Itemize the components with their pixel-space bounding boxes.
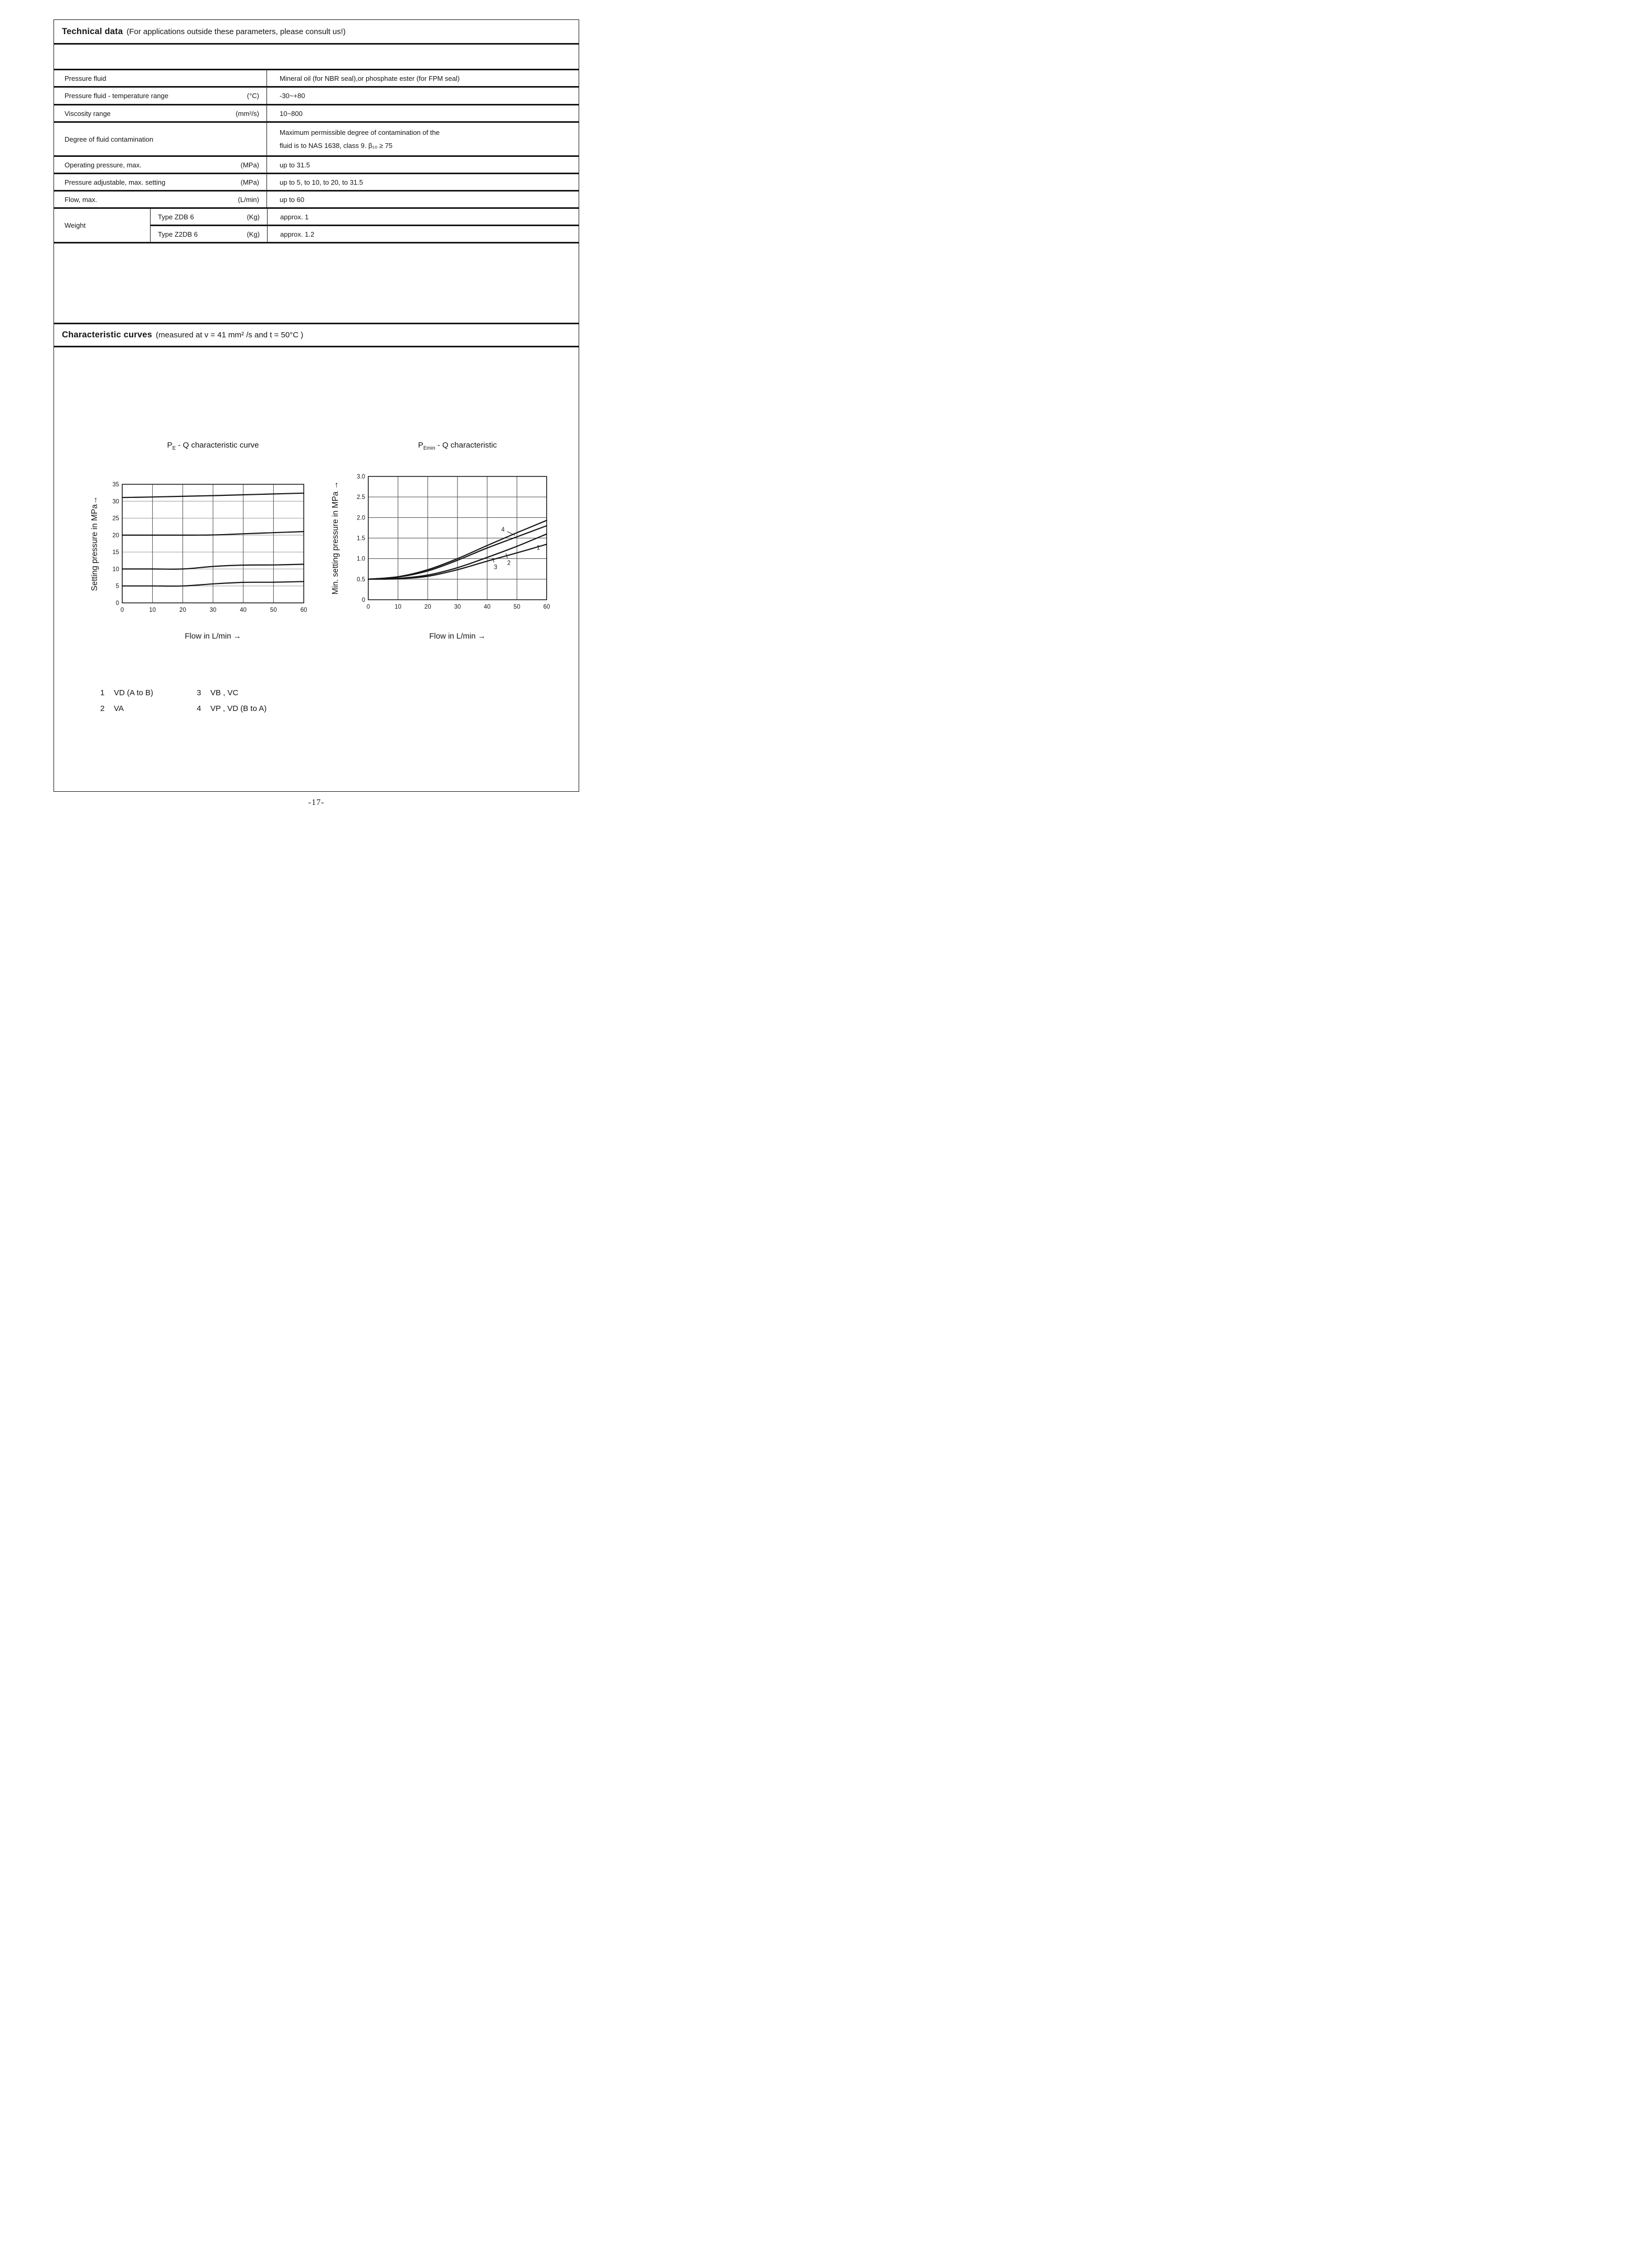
section-title: Technical data [62,26,123,36]
legend-text: VD (A to B) [114,688,154,697]
unit-label: (MPa) [240,178,259,186]
svg-text:50: 50 [513,604,520,610]
param-label: Pressure fluid - temperature range [65,92,168,100]
characteristic-curves-section [54,323,579,792]
unit-label: (L/min) [238,195,259,204]
svg-text:10: 10 [112,566,119,573]
svg-text:30: 30 [209,607,217,613]
svg-text:3: 3 [494,564,497,571]
legend-item [197,688,267,697]
value-text: up to 31.5 [280,161,310,169]
technical-data-header [54,20,579,45]
svg-text:20: 20 [179,607,186,613]
pe-q-y-axis-label: Setting pressure in MPa→ [90,496,99,591]
pemin-q-chart [348,471,552,614]
value-text: approx. 1.2 [280,230,315,238]
svg-text:2.5: 2.5 [357,494,365,501]
svg-text:25: 25 [112,515,119,522]
table-row [54,69,579,86]
type-label: Type ZDB 6 [158,213,194,221]
table-row-weight [54,207,579,242]
svg-text:0: 0 [366,604,370,610]
param-label: Weight [65,221,86,229]
svg-text:4: 4 [501,527,505,534]
svg-text:2: 2 [507,560,511,567]
datasheet-page [0,0,611,829]
value-text: 10~800 [280,109,303,118]
svg-text:60: 60 [543,604,550,610]
svg-text:3.0: 3.0 [357,474,365,480]
unit-label: (MPa) [240,161,259,169]
table-row [54,173,579,190]
svg-text:1: 1 [536,545,540,551]
svg-text:0: 0 [115,600,119,607]
pe-q-x-axis-label: Flow in L/min → [185,632,241,641]
param-label: Degree of fluid contamination [65,135,154,143]
svg-text:15: 15 [112,549,119,556]
legend-item [100,704,197,713]
unit-label: (Kg) [247,230,260,238]
pemin-q-chart-title: $P_{Emin}$ - Q characteristic [418,441,497,451]
svg-text:50: 50 [270,607,277,613]
weight-sub-row [151,225,579,242]
param-label: Pressure adjustable, max. setting [65,178,166,186]
pemin-q-y-axis-label: Min. setting pressure in MPa → [331,481,340,595]
legend-number: 2 [100,704,105,713]
svg-text:1.5: 1.5 [357,535,365,542]
characteristic-curves-header [54,324,579,347]
table-row [54,155,579,173]
pe-q-chart-title: $P_E$ - Q characteristic curve [167,441,259,451]
pe-q-chart [102,479,309,618]
svg-text:35: 35 [112,482,119,488]
table-row [54,104,579,121]
pemin-q-x-axis-label: Flow in L/min → [429,632,486,641]
svg-text:20: 20 [112,532,119,539]
type-label: Type Z2DB 6 [158,230,198,238]
svg-text:20: 20 [424,604,431,610]
legend-item [100,688,197,697]
page-number: -17- [308,798,325,807]
value-text: -30~+80 [280,92,305,100]
svg-text:0.5: 0.5 [357,576,365,583]
svg-text:0: 0 [361,597,365,603]
svg-text:5: 5 [115,583,119,590]
unit-label: (°C) [247,92,259,100]
svg-text:60: 60 [300,607,307,613]
svg-text:0: 0 [120,607,124,613]
value-text: Mineral oil (for NBR seal),or phosphate ester (for FPM seal) [280,74,460,82]
table-row [54,190,579,207]
svg-text:2.0: 2.0 [357,515,365,522]
svg-text:10: 10 [149,607,156,613]
value-text: approx. 1 [280,213,309,221]
unit-label: (Kg) [247,213,260,221]
section-title-note: (measured at v = 41 mm² /s and t = 50°C ) [156,331,304,339]
legend-text: VP , VD (B to A) [210,704,267,713]
unit-label: (mm²/s) [236,109,259,118]
value-text-line2: fluid is to NAS 1638, class 9. β₁₀ ≥ 75 [280,142,393,150]
value-text-line1: Maximum permissible degree of contamination of the [280,128,440,136]
value-text: up to 5, to 10, to 20, to 31.5 [280,178,364,186]
legend-number: 1 [100,688,105,697]
section-title-note: (For applications outside these parameters, please consult us!) [126,27,346,36]
legend-text: VA [114,704,124,713]
svg-text:40: 40 [484,604,491,610]
legend-number: 3 [197,688,201,697]
svg-text:30: 30 [112,498,119,505]
table-row [54,121,579,155]
technical-data-section [54,19,579,323]
svg-text:10: 10 [395,604,402,610]
svg-text:40: 40 [240,607,247,613]
svg-text:30: 30 [454,604,461,610]
technical-data-table [54,69,579,243]
legend-number: 4 [197,704,201,713]
param-label: Flow, max. [65,195,98,204]
table-row [54,86,579,104]
param-label: Pressure fluid [65,74,106,82]
value-text: up to 60 [280,195,304,204]
section-title: Characteristic curves [62,330,153,339]
legend-text: VB , VC [210,688,239,697]
param-label: Operating pressure, max. [65,161,142,169]
svg-text:1.0: 1.0 [357,556,365,562]
legend-item [197,704,267,713]
param-label: Viscosity range [65,109,111,118]
curve-legend [100,688,267,713]
weight-sub-row [151,209,579,225]
